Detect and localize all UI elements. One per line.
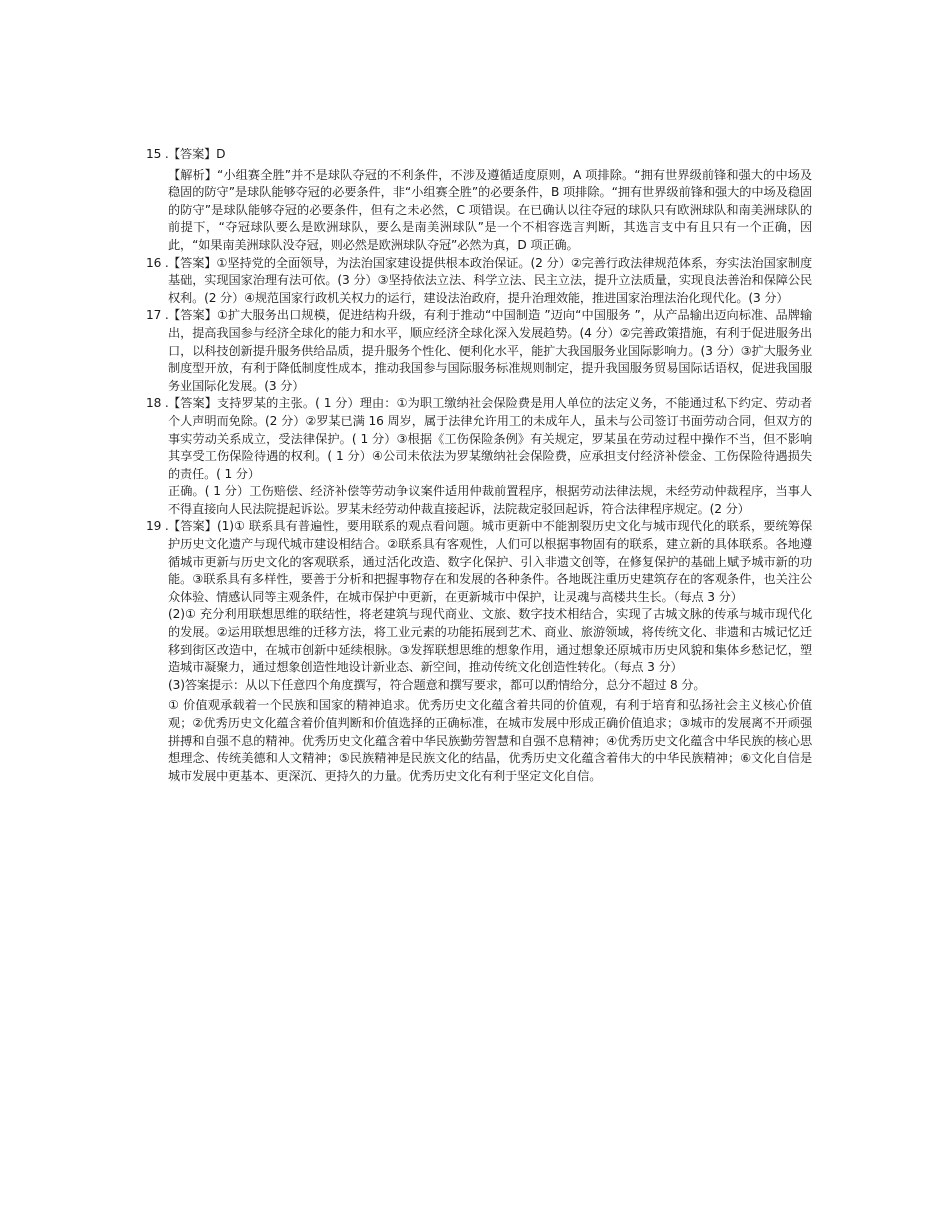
question-number: 16 . [146,255,169,270]
question-number: 19 . [146,519,169,534]
question-number: 17 . [146,308,169,323]
answer-part-1: 【答案】(1)① 联系具有普遍性，要用联系的观点看问题。城市更新中不能割裂历史文化与城市现代化的联系，要统筹保护历史文化遗产与现代城市建设相结合。②联系具有客观性，人们可以根据事物固有的联系，建立新的具体联系。各地遵循城市更新与历史文化的客观联系，通过活化改造、数字化保护、引入非遗文创等，在修复保护的基础上赋予城市新的功能。③联系具有多样性，要善于分析和把握事物存在和发展的各种条件。各地既注重历史建筑存在的客观条件，也关注公众体验、情感认同等主观条件，在城市保护中更新，在更新城市中保护，让灵魂与高楼共生长。（每点 3 分） [168,519,812,604]
question-17 [146,307,812,395]
question-number: 15 . [146,147,169,161]
answer-paragraph-part-2: 正确。( 1 分）工伤赔偿、经济补偿等劳动争议案件适用仲裁前置程序，根据劳动法律法规，未经劳动仲裁程序，当事人不得直接向人民法院提起诉讼。罗某未经劳动仲裁直接起诉，法院裁定驳回起诉，符合法律程序规定。(2 分） [168,484,812,516]
answer-paragraph: 【答案】①坚持党的全面领导，为法治国家建设提供根本政治保证。(2 分）②完善行政法律规范体系，夯实法治国家制度基础，实现国家治理有法可依。(3 分）③坚持依法立法、科学立法、民主立法，提升立法质量，实现良法善治和保障公民权利。(2 分）④规范国家行政机关权力的运行，建设法治政府，提升治理效能，推进国家治理法治化现代化。(3 分） [168,255,812,305]
question-19 [146,518,812,785]
question-16 [146,255,812,308]
question-number: 18 . [146,396,169,411]
answer-part-3-points: ① 价值观承载着一个民族和国家的精神追求。优秀历史文化蕴含着共同的价值观，有利于培育和弘扬社会主义核心价值观；②优秀历史文化蕴含着价值判断和价值选择的正确标准，在城市发展中形成正确价值追求；③城市的发展离不开顽强拼搏和自强不息的精神。优秀历史文化蕴含着中华民族勤劳智慧和自强不息精神；④优秀历史文化蕴含中华民族的核心思想理念、传统美德和人文精神；⑤民族精神是民族文化的结晶，优秀历史文化蕴含着伟大的中华民族精神；⑥文化自信是城市发展中更基本、更深沉、更持久的力量。优秀历史文化有利于坚定文化自信。 [168,698,812,783]
analysis-paragraph: 【解析】“小组赛全胜”并不是球队夺冠的不利条件，不涉及遵循适度原则，A 项排除。“拥有世界级前锋和强大的中场及稳固的防守”是球队能够夺冠的必要条件，非“小组赛全胜”的必要条件，B 项排除。“拥有世界级前锋和强大的中场及稳固的防守”是球队能够夺冠的必要条件，但有之未必然，C 项错误。在已确认以往夺冠的球队只有欧洲球队和南美洲球队的前提下，“夺冠球队要么是欧洲球队，要么是南美洲球队”是一个不相容选言判断，其选言支中有且只有一个正确，因此，“如果南美洲球队没夺冠，则必然是欧洲球队夺冠”必然为真，D 项正确。 [168,167,812,252]
answer-part-3-hint: (3)答案提示：从以下任意四个角度撰写，符合题意和撰写要求，都可以酌情给分，总分不超过 8 分。 [168,677,706,692]
question-15 [146,146,812,255]
answer-line: 【答案】D [168,147,226,161]
question-18 [146,395,812,518]
answer-key-content [146,146,812,785]
answer-part-2: (2)① 充分利用联想思维的联结性，将老建筑与现代商业、文旅、数字技术相结合，实现了古城文脉的传承与城市现代化的发展。②运用联想思维的迁移方法，将工业元素的功能拓展到艺术、商业、旅游领域，将传统文化、非遗和古城记忆迁移到街区改造中，在城市创新中延续根脉。③发挥联想思维的想象作用，通过想象还原城市历史风貌和集体乡愁记忆，塑造城市凝聚力，通过想象创造性地设计新业态、新空间，推动传统文化创造性转化。（每点 3 分） [168,607,812,675]
answer-paragraph: 【答案】支持罗某的主张。( 1 分）理由：①为职工缴纳社会保险费是用人单位的法定义务，不能通过私下约定、劳动者个人声明而免除。(2 分）②罗某已满 16 周岁，属于法律允许用工的未成年人，虽未与公司签订书面劳动合同，但双方的事实劳动关系成立，受法律保护。( 1 分）③根据《工伤保险条例》有关规定，罗某虽在劳动过程中操作不当，但不影响其享受工伤保险待遇的权利。( 1 分）④公司未依法为罗某缴纳社会保险费，应承担支付经济补偿金、工伤保险待遇损失的责任。( 1 分） [168,396,812,481]
answer-paragraph: 【答案】①扩大服务出口规模，促进结构升级，有利于推动“中国制造 ”迈向“中国服务 ”，从产品输出迈向标准、品牌输出，提高我国参与经济全球化的能力和水平，顺应经济全球化深入发展趋势。(4 分）②完善政策措施，有利于促进服务出口，以科技创新提升服务供给品质，提升服务个性化、便利化水平，能扩大我国服务业国际影响力。(3 分）③扩大服务业制度型开放，有利于降低制度性成本，推动我国参与国际服务标准规则制定，提升我国服务贸易国际话语权，促进我国服务业国际化发展。(3 分） [168,308,812,393]
